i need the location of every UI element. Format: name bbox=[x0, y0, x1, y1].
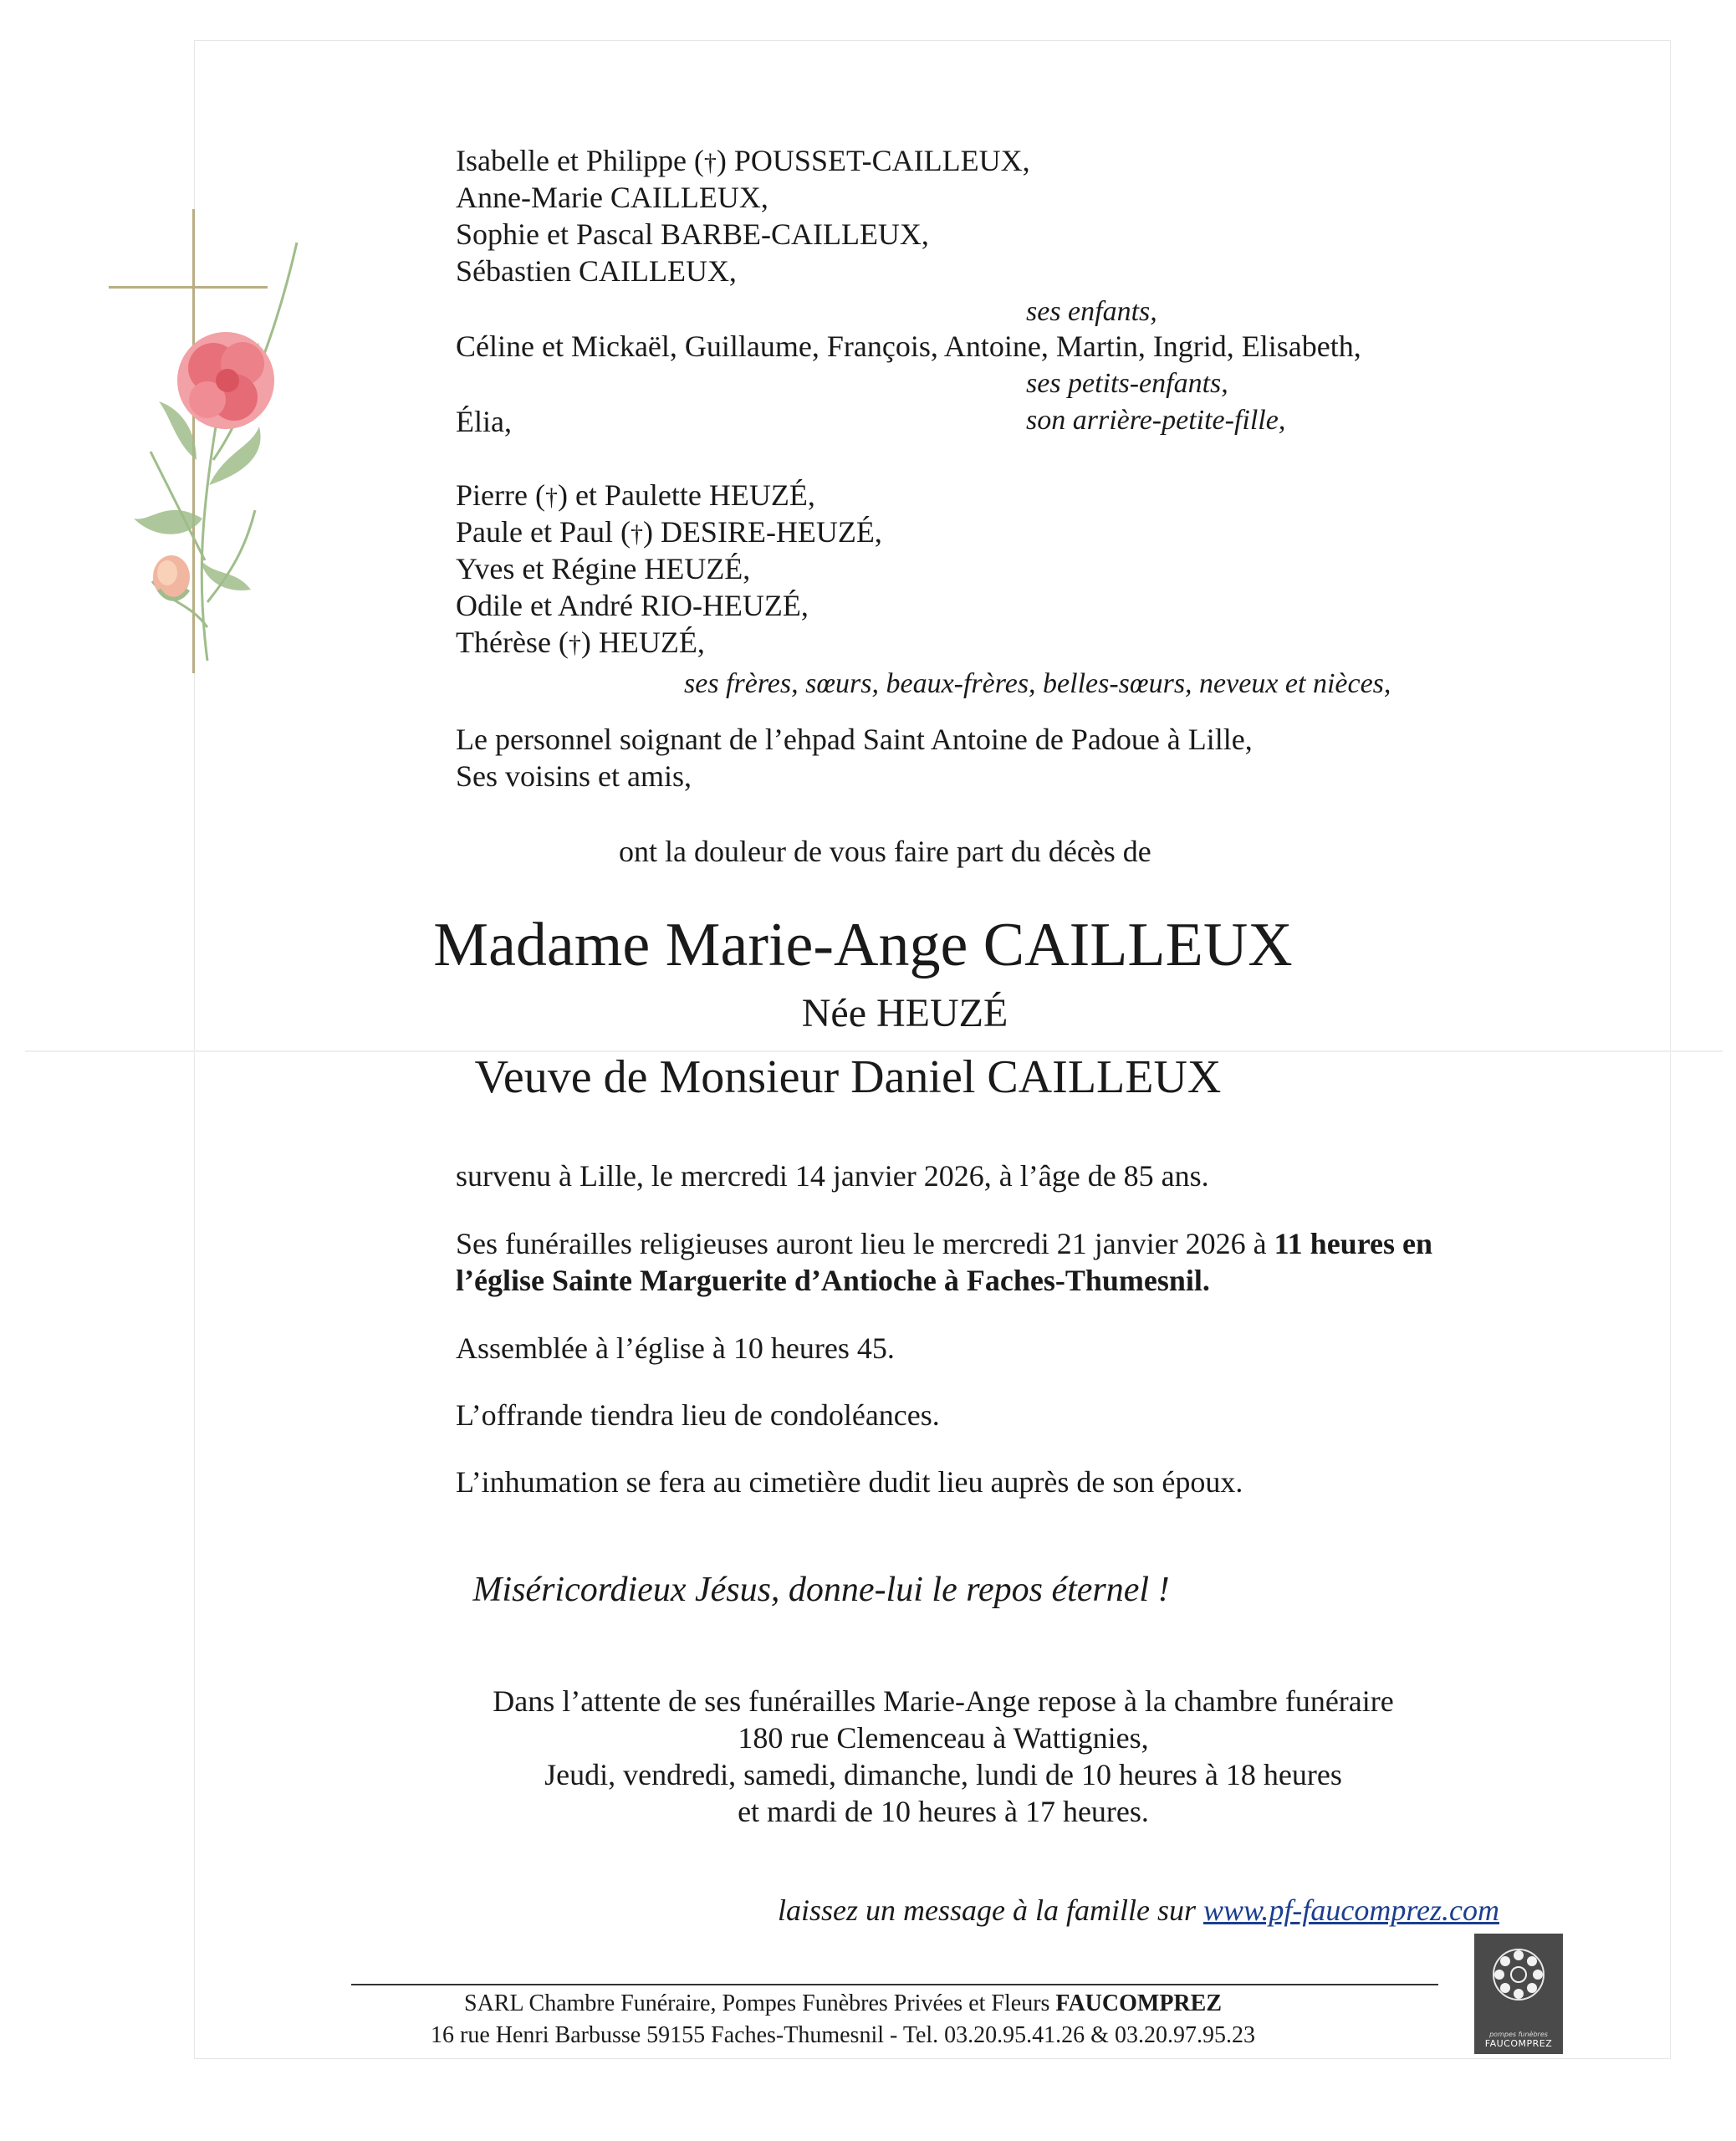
role-siblings: ses frères, sœurs, beaux-frères, belles-sœurs, neveux et nièces, bbox=[684, 668, 1391, 699]
sibling-line-5 bbox=[456, 624, 705, 663]
deceased-maiden-name: Née HEUZÉ bbox=[801, 991, 1008, 1035]
child-1-first: Isabelle et Philippe ( bbox=[456, 144, 704, 177]
funeral-time-text: 11 heures en bbox=[1274, 1227, 1433, 1260]
cross-flower-decoration bbox=[109, 209, 318, 677]
offering-line: L’offrande tiendra lieu de condoléances. bbox=[456, 1398, 940, 1432]
rest-line-2: 180 rue Clemenceau à Wattignies, bbox=[738, 1721, 1149, 1755]
flower-bud-icon bbox=[153, 555, 190, 599]
prayer-line: Miséricordieux Jésus, donne-lui le repos éternel ! bbox=[472, 1571, 1170, 1609]
funeral-line-1 bbox=[456, 1225, 1432, 1262]
family-line-child-4: Sébastien CAILLEUX, bbox=[456, 254, 737, 288]
footer-address: 16 rue Henri Barbusse 59155 Faches-Thumesnil - Tel. 03.20.95.41.26 & 03.20.97.95.23 bbox=[431, 2022, 1255, 2048]
rest-line-4: et mardi de 10 heures à 17 heures. bbox=[738, 1795, 1149, 1828]
deceased-name: Madame Marie-Ange CAILLEUX bbox=[433, 911, 1293, 979]
neighbors-line: Ses voisins et amis, bbox=[456, 759, 692, 793]
great-grandchild-line: Élia, bbox=[456, 405, 512, 438]
sibling-2-first: Paule et Paul ( bbox=[456, 515, 631, 549]
role-grandchildren: ses petits-enfants, bbox=[1026, 368, 1228, 399]
footer-divider bbox=[351, 1984, 1438, 1985]
family-line-child-2: Anne-Marie CAILLEUX, bbox=[456, 181, 768, 214]
website-link[interactable]: www.pf-faucomprez.com bbox=[1203, 1893, 1499, 1927]
peony-flower-icon bbox=[177, 332, 274, 429]
sibling-line-4: Odile et André RIO-HEUZÉ, bbox=[456, 589, 809, 622]
sibling-line-1 bbox=[456, 477, 815, 516]
funeral-date-text: Ses funérailles religieuses auront lieu le mercredi 21 janvier 2026 à bbox=[456, 1227, 1274, 1260]
dagger-icon: † bbox=[544, 483, 558, 511]
message-line bbox=[778, 1892, 1499, 1929]
logo-name: FAUCOMPREZ bbox=[1484, 2038, 1553, 2049]
rest-line-3: Jeudi, vendredi, samedi, dimanche, lundi de 10 heures à 18 heures bbox=[544, 1758, 1342, 1791]
grandchildren-line: Céline et Mickaël, Guillaume, François, Antoine, Martin, Ingrid, Elisabeth, bbox=[456, 330, 1361, 363]
rest-line-1: Dans l’attente de ses funérailles Marie-Ange repose à la chambre funéraire bbox=[493, 1684, 1394, 1718]
sibling-5-rest: ) HEUZÉ, bbox=[580, 626, 705, 659]
sibling-line-3: Yves et Régine HEUZÉ, bbox=[456, 552, 751, 585]
family-line-child-1 bbox=[456, 142, 1030, 181]
message-text: laissez un message à la famille sur bbox=[778, 1893, 1203, 1927]
sibling-line-2 bbox=[456, 514, 882, 553]
staff-line: Le personnel soignant de l’ehpad Saint Antoine de Padoue à Lille, bbox=[456, 723, 1253, 756]
burial-line: L’inhumation se fera au cimetière dudit lieu auprès de son époux. bbox=[456, 1465, 1243, 1499]
deceased-widow-of: Veuve de Monsieur Daniel CAILLEUX bbox=[474, 1051, 1222, 1103]
sibling-1-rest: ) et Paulette HEUZÉ, bbox=[557, 478, 815, 512]
announcement-line: ont la douleur de vous faire part du décès de bbox=[619, 835, 1151, 868]
footer-company-text: SARL Chambre Funéraire, Pompes Funèbres Privées et Fleurs bbox=[464, 1990, 1056, 2016]
sibling-1-first: Pierre ( bbox=[456, 478, 545, 512]
rosette-icon bbox=[1489, 1945, 1548, 2004]
logo-subtitle: pompes funèbres bbox=[1489, 2031, 1548, 2038]
faucomprez-logo bbox=[1474, 1934, 1563, 2054]
death-details: survenu à Lille, le mercredi 14 janvier 2026, à l’âge de 85 ans. bbox=[456, 1159, 1209, 1193]
dagger-icon: † bbox=[630, 520, 643, 548]
footer-company bbox=[0, 1989, 1711, 2019]
funeral-line-2: l’église Sainte Marguerite d’Antioche à Faches-Thumesnil. bbox=[456, 1264, 1210, 1297]
dagger-icon: † bbox=[568, 631, 581, 658]
role-great-grandchild: son arrière-petite-fille, bbox=[1026, 405, 1286, 436]
child-1-rest: ) POUSSET-CAILLEUX, bbox=[716, 144, 1030, 177]
role-children: ses enfants, bbox=[1026, 296, 1157, 327]
sibling-5-first: Thérèse ( bbox=[456, 626, 569, 659]
family-line-child-3: Sophie et Pascal BARBE-CAILLEUX, bbox=[456, 217, 929, 251]
sibling-2-rest: ) DESIRE-HEUZÉ, bbox=[642, 515, 882, 549]
footer-company-name: FAUCOMPREZ bbox=[1055, 1990, 1222, 2016]
dagger-icon: † bbox=[703, 149, 717, 176]
assembly-line: Assemblée à l’église à 10 heures 45. bbox=[456, 1331, 895, 1365]
